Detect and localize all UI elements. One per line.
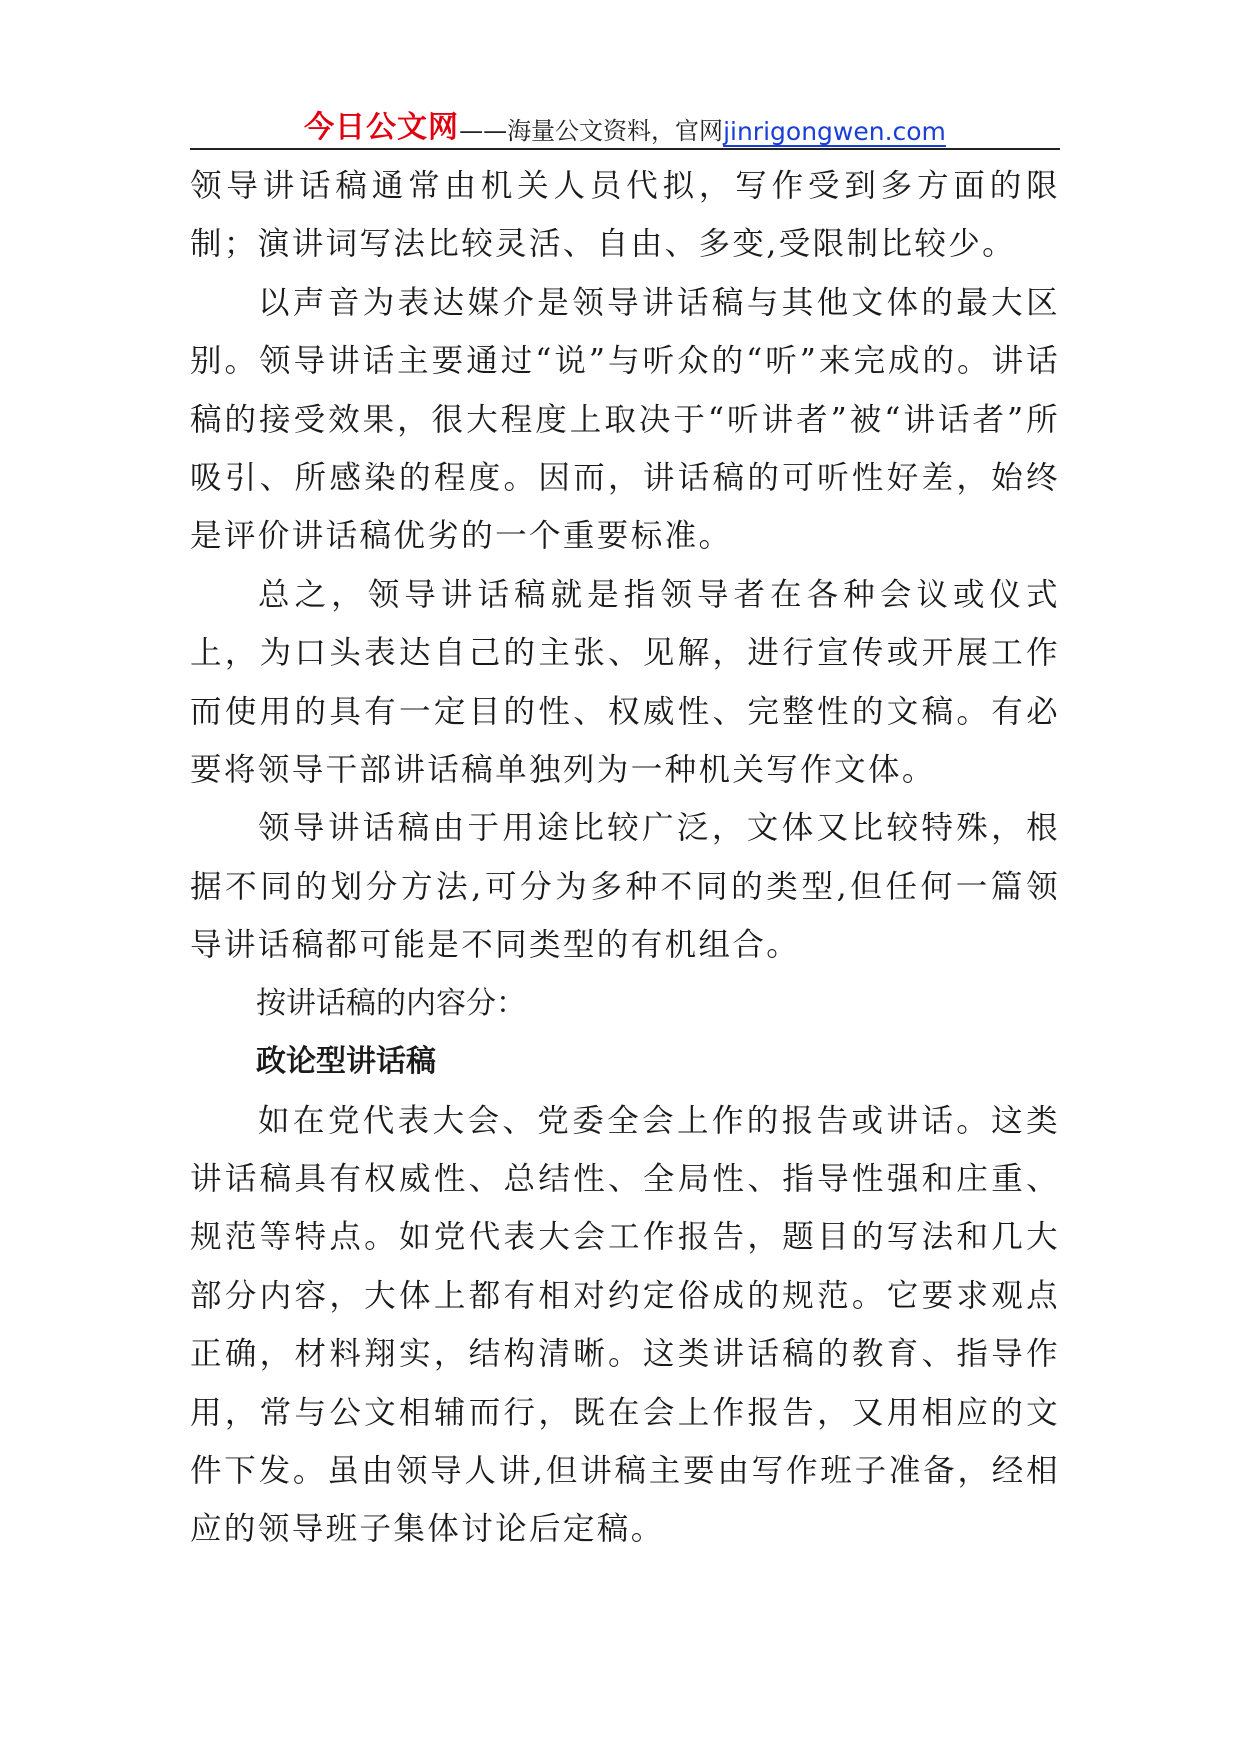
header-tagline: ——海量公文资料，官网	[459, 117, 724, 145]
paragraph-2: 以声音为表达媒介是领导讲话稿与其他文体的最大区别。领导讲话主要通过“说”与听众的“听”来完成的。讲话稿的接受效果，很大程度上取决于“听讲者”被“讲话者”所吸引、所感染的程度。因而，讲话稿的可听性好差，始终是评价讲话稿优劣的一个重要标准。	[190, 284, 1060, 555]
paragraph-5: 如在党代表大会、党委全会上作的报告或讲话。这类讲话稿具有权威性、总结性、全局性、指导性强和庄重、规范等特点。如党代表大会工作报告，题目的写法和几大部分内容，大体上都有相对约定俗成的规范。它要求观点正确，材料翔实，结构清晰。这类讲话稿的教育、指导作用，常与公文相辅而行，既在会上作报告，又用相应的文件下发。虽由领导人讲,但讲稿主要由写作班子准备，经相应的领导班子集体讨论后定稿。	[190, 1102, 1060, 1548]
paragraph-4: 领导讲话稿由于用途比较广泛，文体又比较特殊，根据不同的划分方法,可分为多种不同的类型,但任何一篇领导讲话稿都可能是不同类型的有机组合。	[190, 810, 1060, 964]
website-link[interactable]: jinrigongwen.com	[723, 117, 946, 146]
section-title: 政论型讲话稿	[256, 1044, 436, 1080]
subheading: 按讲话稿的内容分：	[256, 985, 526, 1021]
page-header	[190, 100, 1060, 150]
brand-name: 今日公文网	[304, 110, 460, 145]
paragraph-3: 总之，领导讲话稿就是指领导者在各种会议或仪式上，为口头表达自己的主张、见解，进行宣传或开展工作而使用的具有一定目的性、权威性、完整性的文稿。有必要将领导干部讲话稿单独列为一种机关写作文体。	[190, 576, 1060, 789]
document-body	[190, 157, 1060, 1559]
paragraph-1: 领导讲话稿通常由机关人员代拟，写作受到多方面的限制；演讲词写法比较灵活、自由、多变,受限制比较少。	[190, 168, 1060, 263]
